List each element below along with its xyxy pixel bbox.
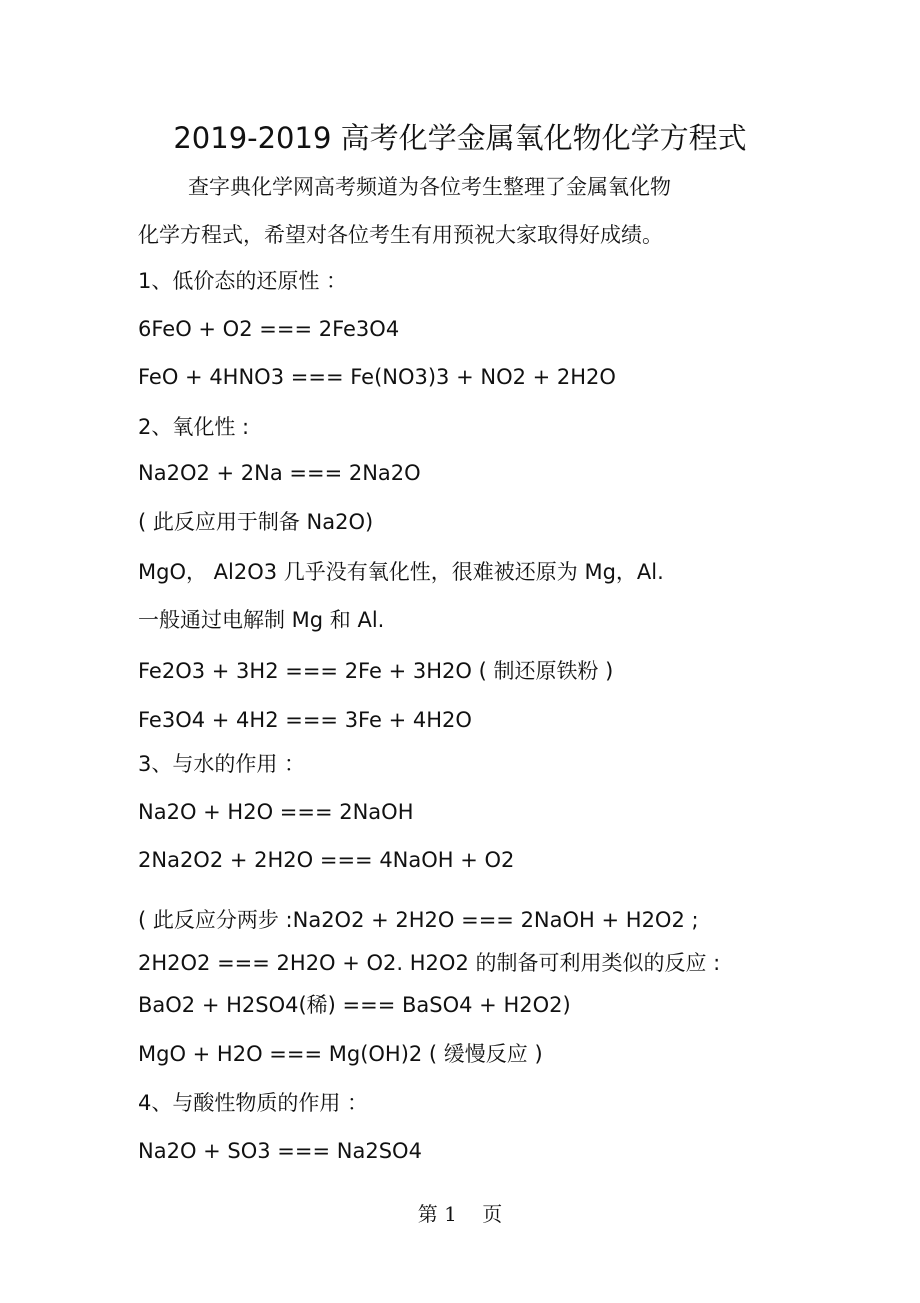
section-heading-4: 4、与酸性物质的作用 ： [138, 1091, 369, 1115]
equation-line: 6FeO + O2 === 2Fe3O4 [138, 317, 400, 341]
section-heading-3: 3、与水的作用 ： [138, 752, 306, 776]
page-number: 第 1 页 [417, 1202, 503, 1226]
note-line: 2H2O2 === 2H2O + O2. H2O2 的制备可利用类似的反应 : [138, 951, 721, 975]
equation-line: Na2O + H2O === 2NaOH [138, 800, 414, 824]
document-title: 2019-2019 高考化学金属氧化物化学方程式 [173, 121, 747, 155]
equation-line: Fe2O3 + 3H2 === 2Fe + 3H2O ( 制还原铁粉 ) [138, 659, 614, 683]
intro-line-2: 化学方程式，希望对各位考生有用预祝大家取得好成绩。 [138, 223, 663, 247]
note-line: ( 此反应用于制备 Na2O) [138, 510, 374, 534]
section-heading-2: 2、氧化性 : [138, 415, 250, 439]
equation-line: Fe3O4 + 4H2 === 3Fe + 4H2O [138, 708, 472, 732]
text-line: 一般通过电解制 Mg 和 Al. [138, 608, 385, 632]
equation-line: 2Na2O2 + 2H2O === 4NaOH + O2 [138, 848, 515, 872]
note-line: ( 此反应分两步 :Na2O2 + 2H2O === 2NaOH + H2O2 ; [138, 908, 699, 932]
text-line: MgO， Al2O3 几乎没有氧化性，很难被还原为 Mg，Al. [138, 560, 664, 584]
equation-line: Na2O + SO3 === Na2SO4 [138, 1139, 422, 1163]
equation-line: Na2O2 + 2Na === 2Na2O [138, 461, 421, 485]
note-line: BaO2 + H2SO4(稀) === BaSO4 + H2O2) [138, 993, 571, 1017]
section-heading-1: 1、低价态的还原性 ： [138, 269, 348, 293]
equation-line: MgO + H2O === Mg(OH)2 ( 缓慢反应 ) [138, 1042, 543, 1066]
equation-line: FeO + 4HNO3 === Fe(NO3)3 + NO2 + 2H2O [138, 365, 616, 389]
intro-line-1: 查字典化学网高考频道为各位考生整理了金属氧化物 [188, 175, 671, 199]
